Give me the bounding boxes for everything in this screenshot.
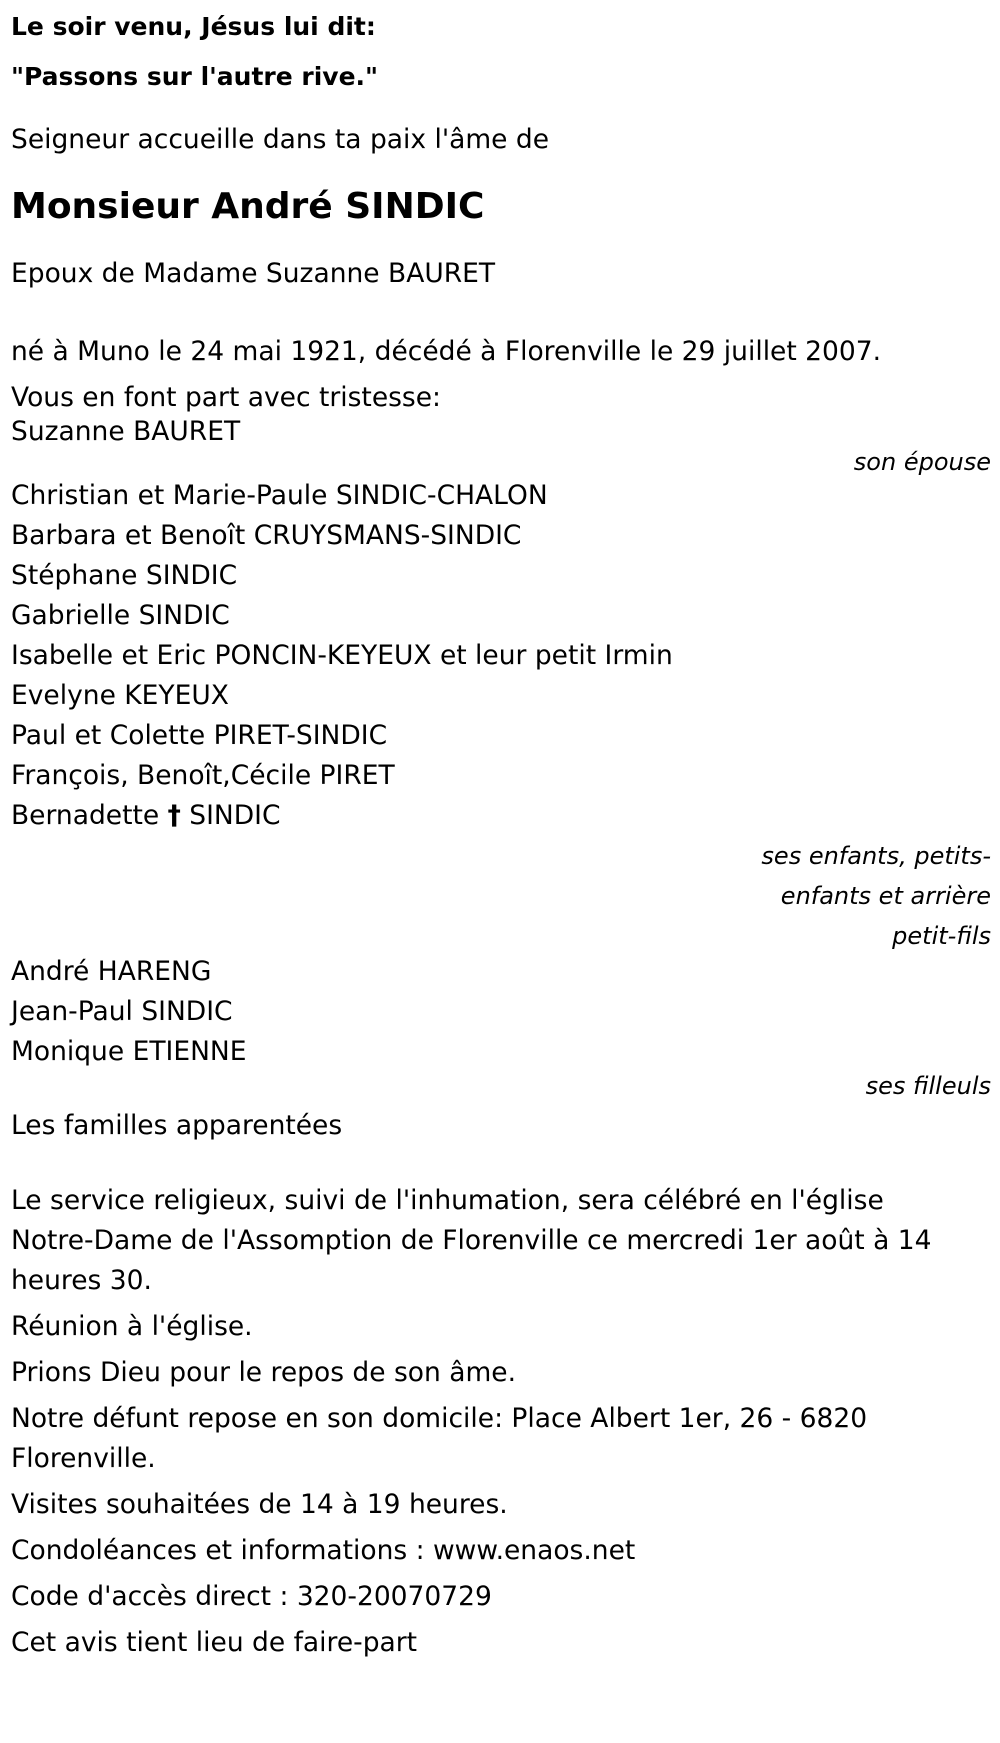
- meeting-line: Réunion à l'église.: [11, 1311, 253, 1342]
- family-member: Suzanne BAURET: [11, 416, 241, 447]
- family-member: Paul et Colette PIRET-SINDIC: [11, 720, 388, 751]
- rest-paragraph: Notre défunt repose en son domicile: Place Albert 1er, 26 - 6820 Florenville.: [11, 1403, 868, 1474]
- relation-label: son épouse: [853, 448, 991, 476]
- member-first-name: Bernadette: [11, 800, 160, 831]
- deceased-name: Monsieur André SINDIC: [11, 186, 485, 227]
- family-group-children: [11, 476, 991, 956]
- visits-line: Visites souhaitées de 14 à 19 heures.: [11, 1489, 508, 1520]
- condolences-line: Condoléances et informations : www.enaos.net: [11, 1535, 636, 1566]
- family-member: Stéphane SINDIC: [11, 560, 238, 591]
- family-member: Evelyne KEYEUX: [11, 680, 229, 711]
- family-member: Jean-Paul SINDIC: [11, 996, 233, 1027]
- family-group-godchildren: [11, 952, 991, 1106]
- family-member: François, Benoît,Cécile PIRET: [11, 760, 395, 791]
- quote-line-2: "Passons sur l'autre rive.": [11, 62, 379, 91]
- family-member-deceased: [11, 796, 991, 836]
- spouse-line: Epoux de Madame Suzanne BAURET: [11, 258, 496, 289]
- prayer-line: Prions Dieu pour le repos de son âme.: [11, 1357, 516, 1388]
- service-paragraph: Le service religieux, suivi de l'inhumation, sera célébré en l'église Notre-Dame de l'Assomption de Florenville ce mercredi 1er août à 14 heures 30.: [11, 1185, 932, 1296]
- family-member: Christian et Marie-Paule SINDIC-CHALON: [11, 480, 548, 511]
- cross-icon: †: [167, 800, 181, 831]
- family-member: Monique ETIENNE: [11, 1036, 247, 1067]
- access-code-line: Code d'accès direct : 320-20070729: [11, 1581, 492, 1612]
- relation-label: [11, 836, 991, 956]
- relation-label-line: ses enfants, petits-: [761, 842, 991, 870]
- family-member: André HARENG: [11, 956, 212, 987]
- intro-text: Seigneur accueille dans ta paix l'âme de: [11, 124, 550, 155]
- family-member: Gabrielle SINDIC: [11, 600, 230, 631]
- family-member: Barbara et Benoît CRUYSMANS-SINDIC: [11, 520, 522, 551]
- announce-line: Vous en font part avec tristesse:: [11, 382, 441, 413]
- notice-line: Cet avis tient lieu de faire-part: [11, 1627, 418, 1658]
- birth-death-line: né à Muno le 24 mai 1921, décédé à Florenville le 29 juillet 2007.: [11, 336, 882, 367]
- quote-line-1: Le soir venu, Jésus lui dit:: [11, 12, 376, 41]
- relation-label-line: enfants et arrière: [780, 882, 991, 910]
- relation-label: ses filleuls: [865, 1072, 991, 1100]
- member-last-name: SINDIC: [189, 800, 281, 831]
- family-group-spouse: [11, 412, 991, 482]
- obituary-notice: [11, 0, 991, 1663]
- family-member: Isabelle et Eric PONCIN-KEYEUX et leur petit Irmin: [11, 640, 673, 671]
- relation-label-line: petit-fils: [892, 922, 991, 950]
- families-line: Les familles apparentées: [11, 1110, 343, 1141]
